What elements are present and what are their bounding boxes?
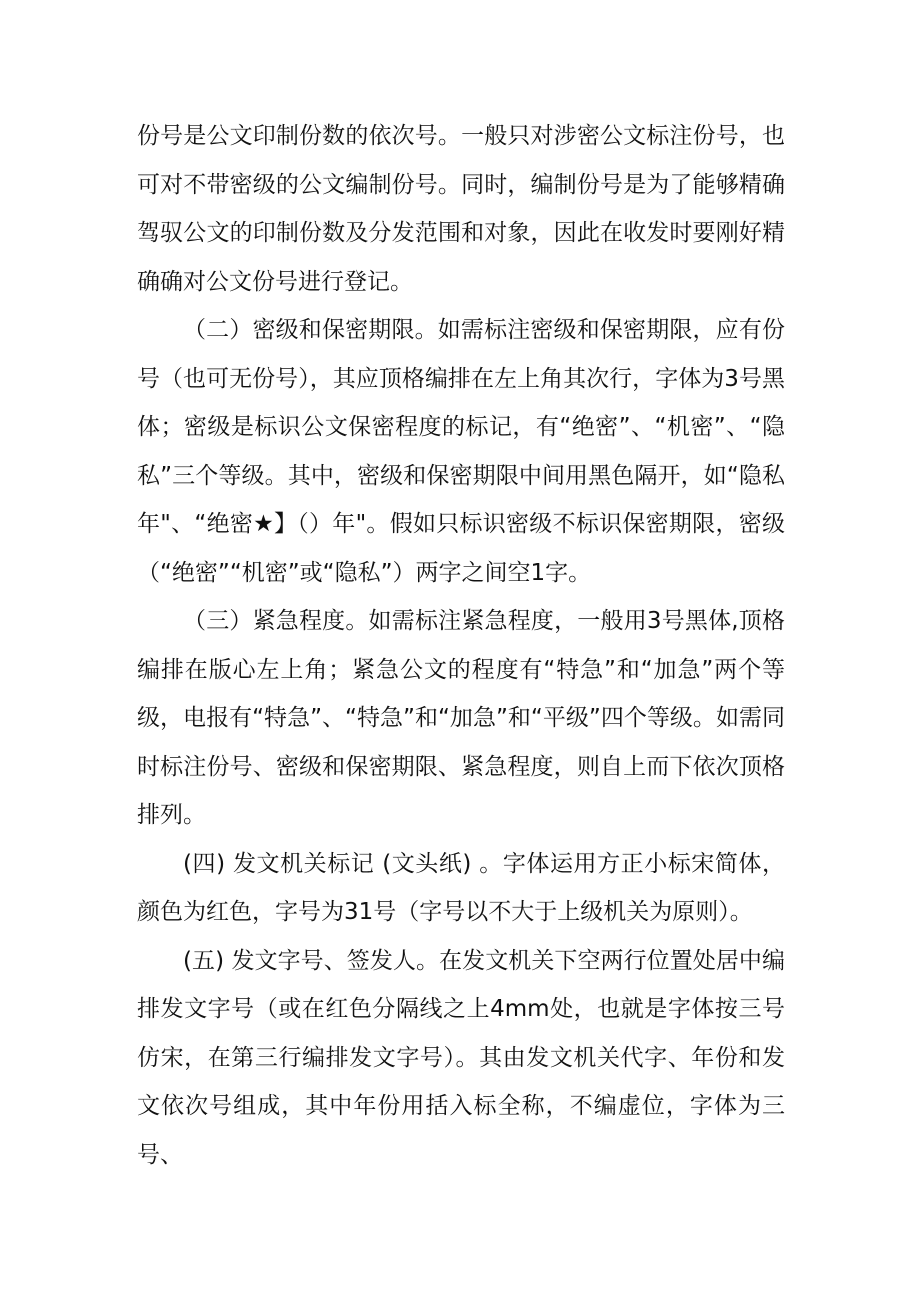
- document-body: [137, 112, 785, 1179]
- paragraph-issuing-authority: (四) 发文机关标记 (文头纸) 。字体运用方正小标宋简体，颜色为红色，字号为31号（字号以不大于上级机关为原则）。: [137, 850, 785, 925]
- paragraph-classification: （二）密级和保密期限。如需标注密级和保密期限，应有份号（也可无份号），其应顶格编排在左上角其次行，字体为3号黑体；密级是标识公文保密程度的标记，有“绝密”、“机密”、“隐私”三个等级。其中，密级和保密期限中间用黑色隔开，如“隐私年"、“绝密★】（）年"。假如只标识密级不标识保密期限，密级（“绝密”“机密”或“隐私”）两字之间空1字。: [137, 317, 785, 586]
- paragraph-copy-number: 份号是公文印制份数的依次号。一般只对涉密公文标注份号，也可对不带密级的公文编制份号。同时，编制份号是为了能够精确驾驭公文的印制份数及分发范围和对象，因此在收发时要刚好精确确对公文份号进行登记。: [137, 123, 785, 295]
- paragraph-document-number: (五) 发文字号、签发人。在发文机关下空两行位置处居中编排发文字号（或在红色分隔线之上4mm处，也就是字体按三号仿宋，在第三行编排发文字号）。其由发文机关代字、年份和发文依次号组成，其中年份用括入标全称，不编虚位，字体为三号、: [137, 947, 785, 1168]
- paragraph-urgency: （三）紧急程度。如需标注紧急程度，一般用3号黑体,顶格编排在版心左上角；紧急公文的程度有“特急”和“加急”两个等级，电报有“特急”、“特急”和“加急”和“平级”四个等级。如需同时标注份号、密级和保密期限、紧急程度，则自上而下依次顶格排列。: [137, 608, 785, 828]
